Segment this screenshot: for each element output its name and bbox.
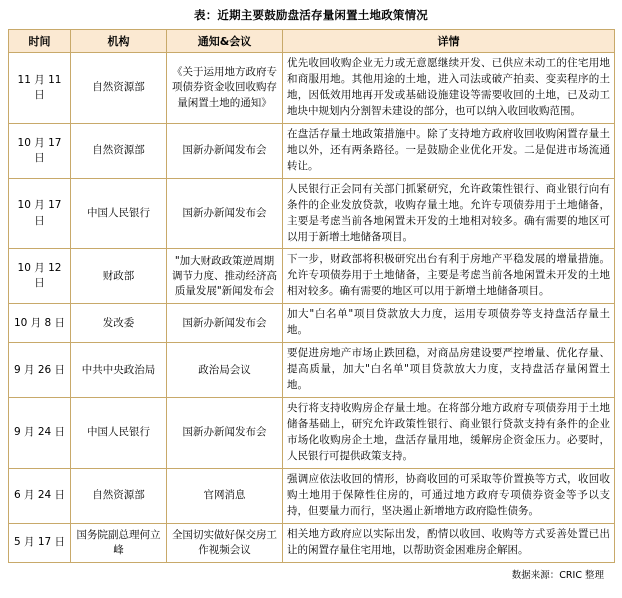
cell-org: 中国人民银行 <box>71 178 167 249</box>
cell-org: 自然资源部 <box>71 468 167 523</box>
column-header-org: 机构 <box>71 30 167 53</box>
cell-org: 财政部 <box>71 249 167 304</box>
cell-doc: "加大财政政策逆周期调节力度、推动经济高质量发展"新闻发布会 <box>167 249 283 304</box>
cell-org: 中国人民银行 <box>71 398 167 469</box>
table-row <box>9 123 615 178</box>
cell-detail: 优先收回收购企业无力或无意愿继续开发、已供应未动工的住宅用地和商服用地。其他用途的土地，进入司法或破产拍卖、变卖程序的土地，因低效用地再开发或基础设施建设等需要收回的土地，已及动工地块中规划内分割智未建设的部分，也可以纳入收回收购范围。 <box>283 53 615 124</box>
table-row <box>9 53 615 124</box>
column-header-doc: 通知&会议 <box>167 30 283 53</box>
cell-doc: 国新办新闻发布会 <box>167 123 283 178</box>
cell-time: 10 月 8 日 <box>9 304 71 343</box>
table-row <box>9 249 615 304</box>
cell-time: 6 月 24 日 <box>9 468 71 523</box>
page-title: 表：近期主要鼓励盘活存量闲置土地政策情况 <box>194 8 428 22</box>
cell-detail: 人民银行正会同有关部门抓紧研究，允许政策性银行、商业银行向有条件的企业发放贷款，收购存量土地。允许专项债券用于土地储备，主要是考虑当前各地闲置未开发的土地相对较多。确有需要的地区可以用于新增土地储备项目。 <box>283 178 615 249</box>
cell-doc: 国新办新闻发布会 <box>167 304 283 343</box>
policy-table <box>8 29 615 563</box>
cell-time: 9 月 26 日 <box>9 343 71 398</box>
column-header-time: 时间 <box>9 30 71 53</box>
cell-doc: 官网消息 <box>167 468 283 523</box>
cell-org: 自然资源部 <box>71 53 167 124</box>
table-header <box>9 30 615 53</box>
table-body <box>9 53 615 563</box>
table-row <box>9 304 615 343</box>
header-row <box>9 30 615 53</box>
cell-doc: 国新办新闻发布会 <box>167 178 283 249</box>
cell-detail: 强调应依法收回的情形，协商收回的可采取等价置换等方式，收回收购土地用于保障性住房的，可通过地方政府专项债券资金等予以支持，但要量力而行，坚决遏止新增地方政府隐性债务。 <box>283 468 615 523</box>
cell-org: 自然资源部 <box>71 123 167 178</box>
table-row <box>9 468 615 523</box>
cell-org: 中共中央政治局 <box>71 343 167 398</box>
cell-org: 国务院副总理何立峰 <box>71 523 167 562</box>
column-header-detail: 详情 <box>283 30 615 53</box>
cell-doc: 政治局会议 <box>167 343 283 398</box>
cell-org: 发改委 <box>71 304 167 343</box>
cell-doc: 国新办新闻发布会 <box>167 398 283 469</box>
cell-detail: 央行将支持收购房企存量土地。在将部分地方政府专项债券用于土地储备基础上，研究允许政策性银行、商业银行贷款支持有条件的企业市场化收购房企土地，盘活存量用地，缓解房企资金压力。必要时，人民银行可提供政策支持。 <box>283 398 615 469</box>
cell-doc: 《关于运用地方政府专项债券资金收回收购存量闲置土地的通知》 <box>167 53 283 124</box>
cell-detail: 在盘活存量土地政策措施中。除了支持地方政府收回收购闲置存量土地以外，还有两条路径。一是鼓励企业优化开发。二是促进市场流通转让。 <box>283 123 615 178</box>
table-row <box>9 343 615 398</box>
cell-detail: 下一步，财政部将积极研究出台有利于房地产平稳发展的增量措施。允许专项债券用于土地储备，主要是考虑当前各地闲置未开发的土地相对较多。确有需要的地区可以用于新增土地储备项目。 <box>283 249 615 304</box>
source-note: 数据来源：CRIC 整理 <box>511 569 604 581</box>
cell-time: 10 月 12 日 <box>9 249 71 304</box>
cell-time: 9 月 24 日 <box>9 398 71 469</box>
cell-doc: 全国切实做好保交房工作视频会议 <box>167 523 283 562</box>
cell-time: 10 月 17 日 <box>9 123 71 178</box>
cell-time: 5 月 17 日 <box>9 523 71 562</box>
cell-time: 11 月 11 日 <box>9 53 71 124</box>
table-row <box>9 178 615 249</box>
cell-detail: 相关地方政府应以实际出发，酌情以收回、收购等方式妥善处置已出让的闲置存量住宅用地，以帮助资金困难房企解困。 <box>283 523 615 562</box>
cell-detail: 加大"白名单"项目贷款放大力度，运用专项债券等支持盘活存量土地。 <box>283 304 615 343</box>
table-row <box>9 398 615 469</box>
cell-time: 10 月 17 日 <box>9 178 71 249</box>
cell-detail: 要促进房地产市场止跌回稳，对商品房建设要严控增量、优化存量、提高质量，加大"白名单"项目贷款放大力度，支持盘活存量闲置土地。 <box>283 343 615 398</box>
table-row <box>9 523 615 562</box>
